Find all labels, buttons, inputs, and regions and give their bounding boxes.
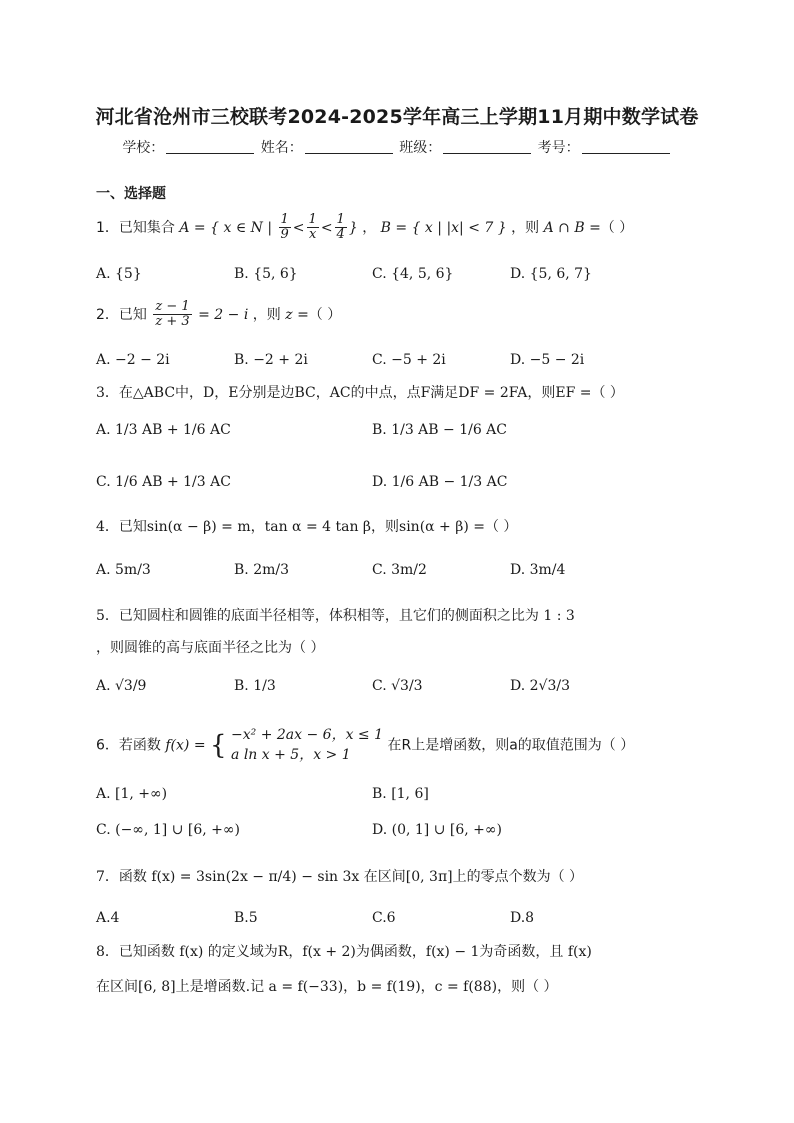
question-1: 1．已知集合 A = { x ∈ N | $\frac{1}{9}$ < $\frac{1}{x}$ < $\frac{1}{4}$ } ， B = { x | |x| < 7 } ，则 A ∩ B =（ ）	[96, 212, 634, 243]
q4-option-c[interactable]: C. 3m/2	[372, 562, 427, 578]
q3-option-d[interactable]: D. 1/6 AB − 1/3 AC	[372, 474, 508, 490]
q1-option-b[interactable]: B. {5, 6}	[234, 266, 298, 282]
school-label: 学校：	[122, 140, 165, 156]
q2-fraction: $\frac{z - 1}{z + 3}$	[155, 299, 190, 330]
name-blank	[305, 139, 393, 154]
q2-option-b[interactable]: B. −2 + 2i	[234, 352, 308, 368]
q4-option-a[interactable]: A. 5m/3	[96, 562, 151, 578]
q1-set-a: A = { x ∈ N | $\frac{1}{9}$ < $\frac{1}{x}$ < $\frac{1}{4}$ }	[179, 212, 358, 243]
q7-option-c[interactable]: C.6	[372, 910, 396, 926]
q6-option-c[interactable]: C. (−∞, 1] ∪ [6, +∞)	[96, 822, 240, 838]
q4-option-b[interactable]: B. 2m/3	[234, 562, 289, 578]
q6-option-d[interactable]: D. (0, 1] ∪ [6, +∞)	[372, 822, 503, 838]
question-6: 6．若函数 f(x) = { −x² + 2ax − 6，x ≤ 1 a ln x + 5，x > 1 在R上是增函数，则a的取值范围为（ ）	[96, 726, 634, 765]
question-3: 3．在△ABC中，D，E分别是边BC，AC的中点，点F满足DF = 2FA，则EF =（ ）	[96, 385, 624, 401]
number-label: 考号：	[537, 140, 580, 156]
school-blank	[166, 139, 254, 154]
q5-option-b[interactable]: B. 1/3	[234, 678, 276, 694]
q1-option-a[interactable]: A. {5}	[96, 266, 142, 282]
q6-option-b[interactable]: B. [1, 6]	[372, 786, 429, 802]
q7-option-d[interactable]: D.8	[510, 910, 535, 926]
q3-option-b[interactable]: B. 1/3 AB − 1/6 AC	[372, 422, 508, 438]
q5-option-d[interactable]: D. 2√3/3	[510, 678, 570, 694]
page-title: 河北省沧州市三校联考2024-2025学年高三上学期11月期中数学试卷	[95, 106, 699, 128]
q3-option-a[interactable]: A. 1/3 AB + 1/6 AC	[96, 422, 231, 438]
class-label: 班级：	[399, 140, 442, 156]
q1-option-c[interactable]: C. {4, 5, 6}	[372, 266, 454, 282]
section-heading: 一、选择题	[96, 186, 166, 202]
question-8-line-2: 在区间[6, 8]上是增函数.记 a = f(−33)，b = f(19)，c = f(88)，则（ ）	[96, 979, 558, 995]
student-info	[0, 137, 794, 157]
q6-option-a[interactable]: A. [1, +∞)	[96, 786, 168, 802]
q1-prefix: 1．已知集合	[96, 219, 175, 236]
q5-option-a[interactable]: A. √3/9	[96, 678, 147, 694]
q7-option-a[interactable]: A.4	[96, 910, 120, 926]
q1-expr: A ∩ B	[543, 219, 585, 236]
q2-option-c[interactable]: C. −5 + 2i	[372, 352, 446, 368]
question-2: 2．已知 $\frac{z - 1}{z + 3}$ = 2 − i ，则 z =（ ）	[96, 299, 342, 330]
name-label: 姓名：	[260, 140, 303, 156]
q2-option-d[interactable]: D. −5 − 2i	[510, 352, 585, 368]
q7-option-b[interactable]: B.5	[234, 910, 258, 926]
q6-piecewise: −x² + 2ax − 6，x ≤ 1 a ln x + 5，x > 1	[231, 727, 384, 763]
class-blank	[443, 139, 531, 154]
question-7: 7．函数 f(x) = 3sin(2x − π/4) − sin 3x 在区间[0, 3π]上的零点个数为（ ）	[96, 869, 584, 885]
question-5-line-2: ，则圆锥的高与底面半径之比为（ ）	[96, 640, 325, 656]
q1-set-b: B = { x | |x| < 7 }	[380, 219, 507, 236]
q5-option-c[interactable]: C. √3/3	[372, 678, 423, 694]
q3-option-c[interactable]: C. 1/6 AB + 1/3 AC	[96, 474, 231, 490]
q2-option-a[interactable]: A. −2 − 2i	[96, 352, 170, 368]
question-8-line-1: 8．已知函数 f(x) 的定义域为R，f(x + 2)为偶函数，f(x) − 1为奇函数，且 f(x)	[96, 944, 592, 960]
q1-option-d[interactable]: D. {5, 6, 7}	[510, 266, 592, 282]
question-4: 4．已知sin(α − β) = m，tan α = 4 tan β，则sin(α + β) =（ ）	[96, 519, 518, 535]
q4-option-d[interactable]: D. 3m/4	[510, 562, 566, 578]
question-5-line-1: 5．已知圆柱和圆锥的底面半径相等，体积相等，且它们的侧面积之比为 1 : 3	[96, 608, 575, 624]
number-blank	[582, 139, 670, 154]
